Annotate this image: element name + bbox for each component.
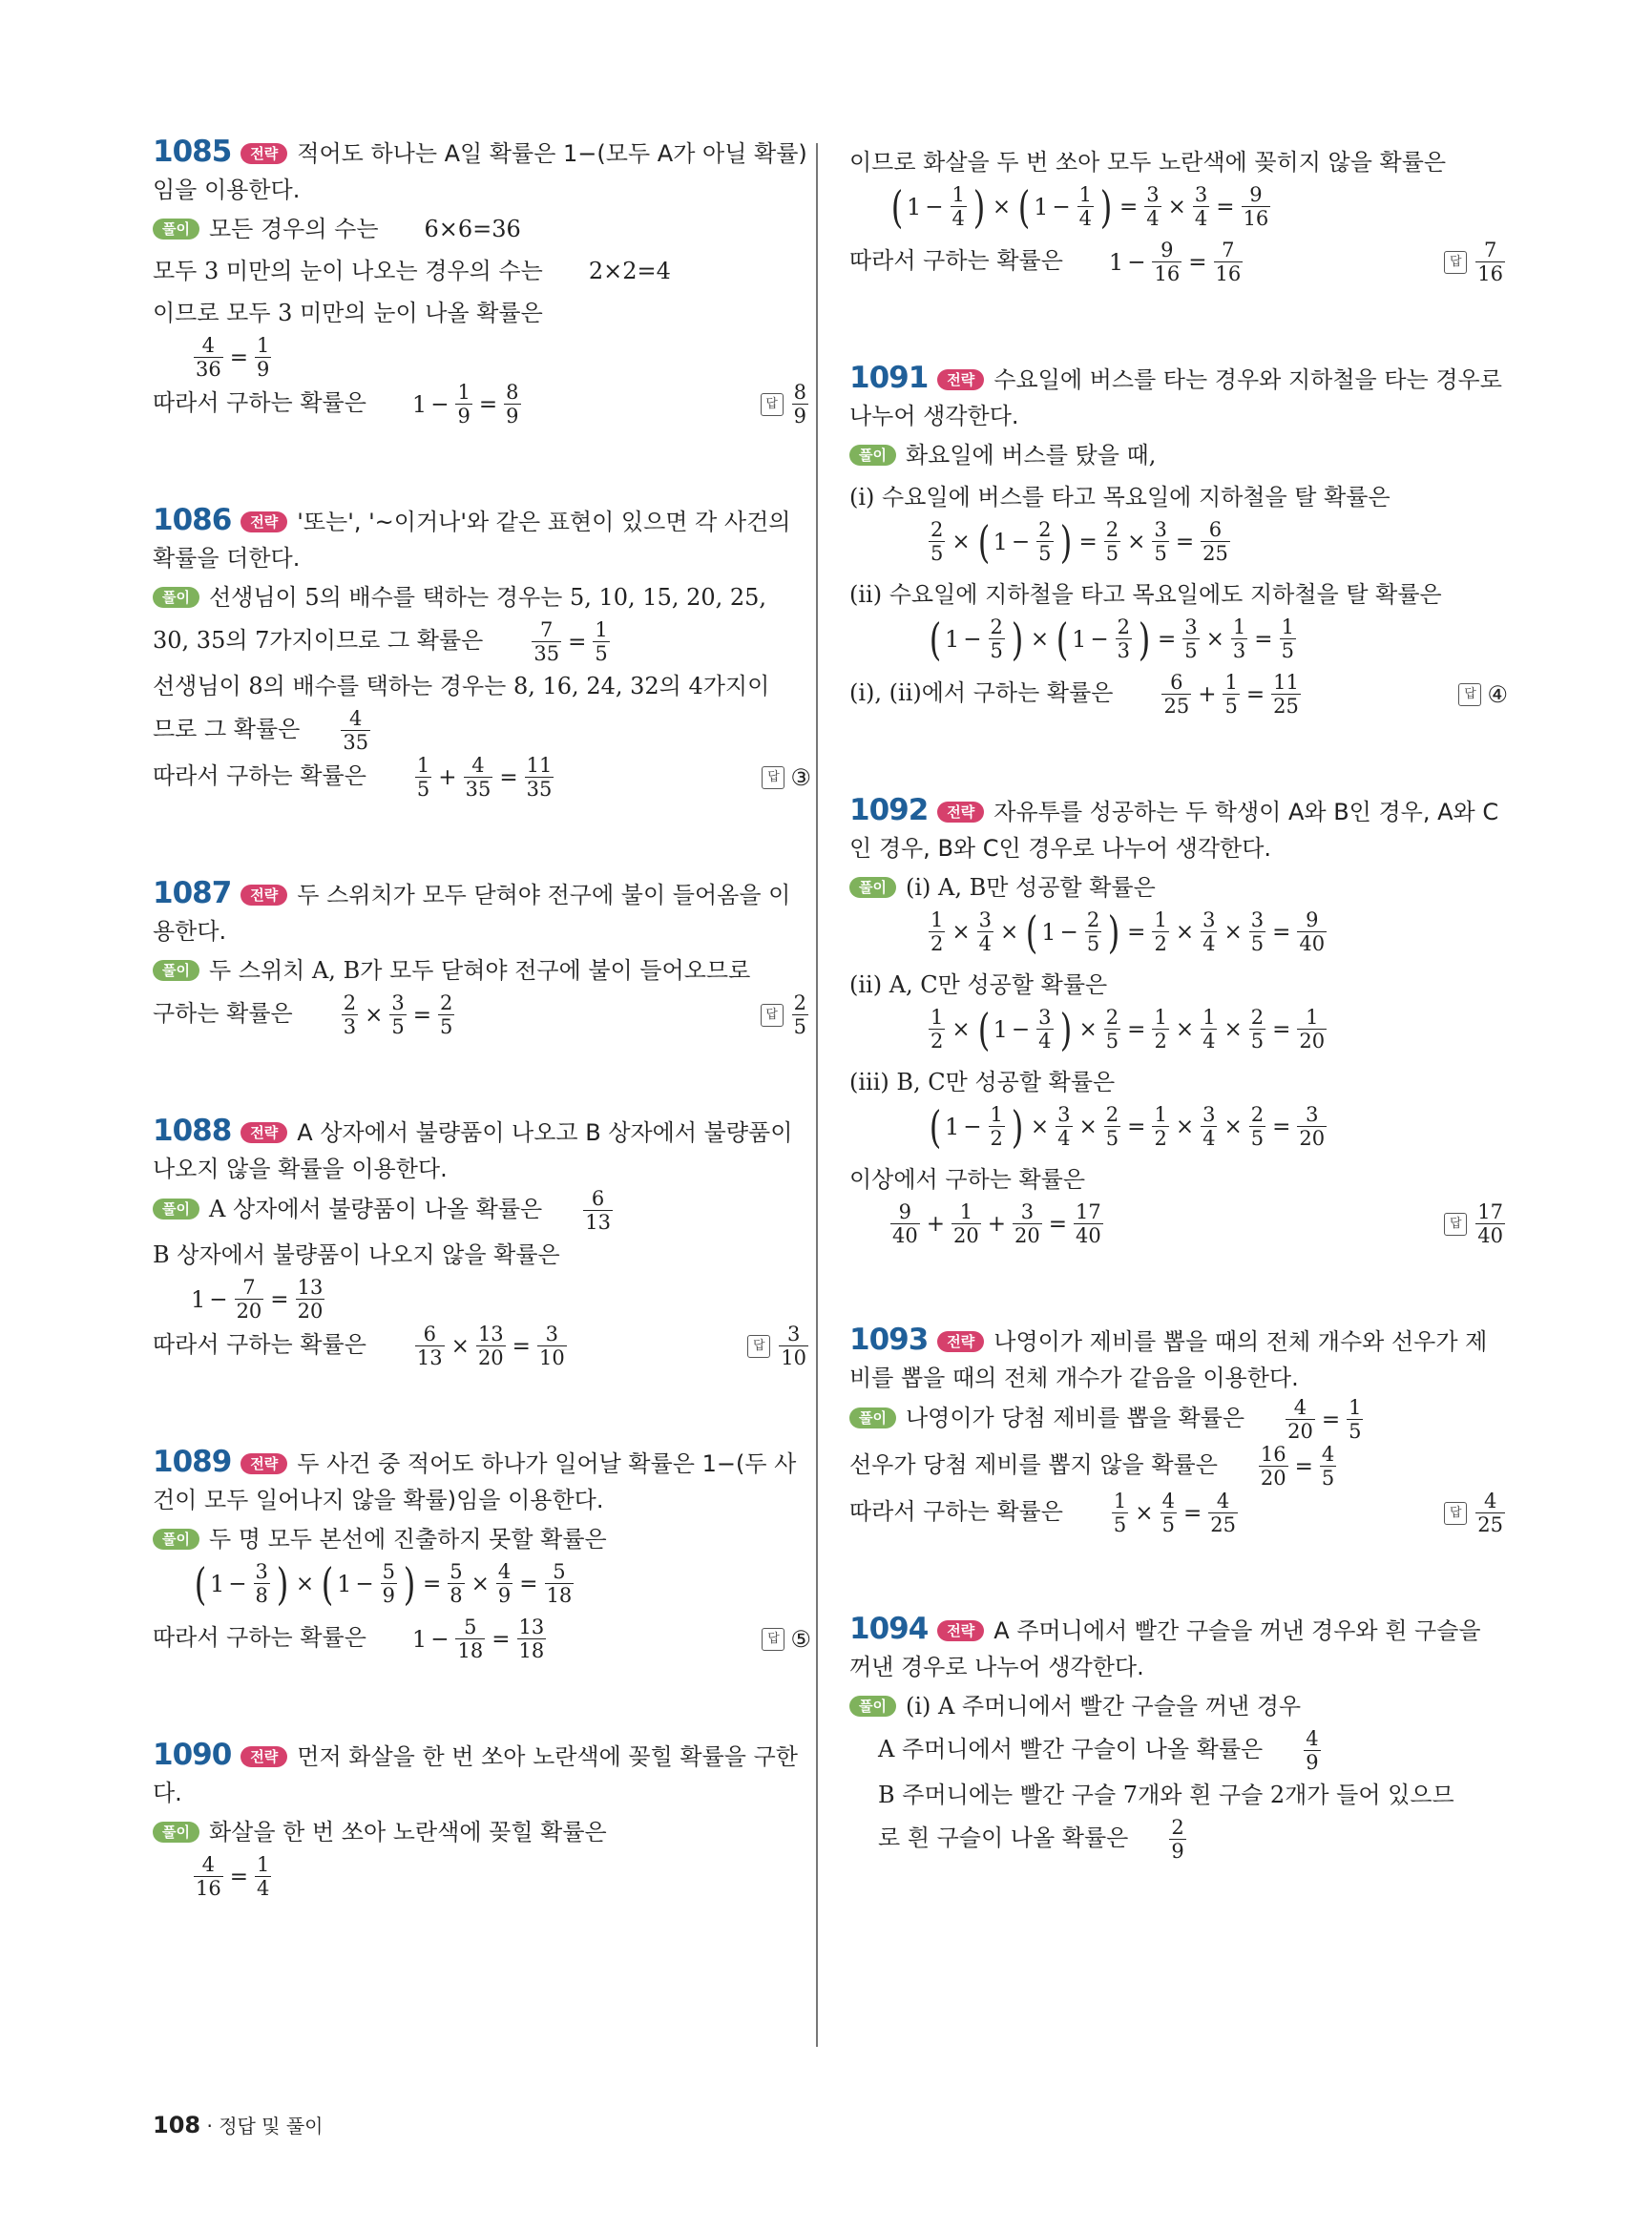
solution-text: B 주머니에는 빨간 구슬 7개와 흰 구슬 2개가 들어 있으므 [878,1782,1454,1808]
problem-number: 1092 [849,793,929,827]
solution-text: 두 명 모두 본선에 진출하지 못할 확률은 [208,1526,607,1553]
math-expression: $\frac{4}{9}$ [1306,1727,1319,1774]
answer-value: ⑤ [790,1625,811,1653]
answer: 답 $\frac{3}{10}$ [747,1323,811,1369]
solution-text: A 주머니에서 빨간 구슬이 나올 확률은 [878,1736,1264,1762]
math-expression: 1 − $\frac{1}{9}$ = $\frac{8}{9}$ [411,381,519,427]
strategy-badge: 전략 [240,1122,287,1143]
answer [762,1618,811,1660]
solution-text: 구하는 확률은 [153,1000,293,1027]
math-expression: $\frac{9}{40}$ + $\frac{1}{20}$ + $\frac{3}{20}$ = $\frac{17}{40}$ [892,1200,1101,1247]
solution-text: 따라서 구하는 확률은 [849,247,1063,274]
solution-text: (iii) B, C만 성공할 확률은 [849,1069,1116,1095]
answer-value: ③ [790,763,811,791]
solution-text: 이므로 모두 3 미만의 눈이 나올 확률은 [153,300,543,326]
column-divider [816,143,818,2047]
answer-icon: 답 [761,393,784,416]
answer-icon: 답 [1444,1213,1467,1236]
solution-text: 므로 그 확률은 [153,716,301,742]
math-value: 6×6=36 [424,216,521,242]
solution-badge: 풀이 [153,219,199,240]
problem-1091 [849,360,1508,718]
solution-text: 선생님이 8의 배수를 택하는 경우는 8, 16, 24, 32의 4가지이 [153,673,770,699]
solution-text: 따라서 구하는 확률은 [153,762,366,789]
section-title: 정답 및 풀이 [219,2115,324,2137]
solution-text: 따라서 구하는 확률은 [153,1331,366,1358]
math-expression: $\frac{4}{16}$ = $\frac{1}{4}$ [196,1853,270,1900]
answer-icon: 답 [762,766,784,789]
answer-icon: 답 [1444,251,1467,274]
math-expression: $\frac{4}{35}$ [343,707,369,754]
solution-text: (i), (ii)에서 구하는 확률은 [849,679,1114,706]
solution-text: 따라서 구하는 확률은 [153,389,366,416]
strategy-badge: 전략 [240,511,287,532]
answer: 답 $\frac{17}{40}$ [1444,1200,1508,1247]
solution-text: 모두 3 미만의 눈이 나오는 경우의 수는 [153,258,543,284]
solution-text: 선우가 당첨 제비를 뽑지 않을 확률은 [849,1451,1218,1478]
problem-number: 1088 [153,1114,232,1148]
math-expression: $\frac{1}{2}$ × $\frac{3}{4}$ × ( 1 − $\frac{2}{5}$ ) = $\frac{1}{2}$ × $\frac{3}{4}$ × $\frac{3}{5}$ = $\frac{9}{40}$ [931,906,1326,958]
problem-number: 1091 [849,361,929,395]
solution-badge: 풀이 [153,1199,199,1220]
math-expression: $\frac{6}{13}$ [585,1187,611,1234]
problem-1094 [849,1611,1508,1863]
solution-text: 모든 경우의 수는 [208,216,379,242]
page-number: 108 [153,2112,201,2138]
strategy-badge: 전략 [937,369,984,390]
problem-1093 [849,1322,1508,1536]
solution-badge: 풀이 [153,1529,199,1550]
answer: 답 $\frac{4}{25}$ [1444,1490,1508,1536]
solution-text: 따라서 구하는 확률은 [849,1498,1063,1525]
problem-number: 1087 [153,876,232,910]
answer-icon: 답 [1444,1502,1467,1525]
answer: 답 $\frac{8}{9}$ [761,381,811,427]
math-expression: 1 − $\frac{5}{18}$ = $\frac{13}{18}$ [411,1616,545,1662]
solution-text: (ii) A, C만 성공할 확률은 [849,971,1108,998]
solution-badge: 풀이 [849,877,896,898]
solution-text: B 상자에서 불량품이 나오지 않을 확률은 [153,1241,560,1268]
problem-number: 1093 [849,1323,929,1357]
answer-icon: 답 [761,1004,784,1027]
solution-text: (ii) 수요일에 지하철을 타고 목요일에도 지하철을 탈 확률은 [849,581,1442,608]
answer-icon: 답 [1458,683,1481,706]
math-expression: $\frac{2}{5}$ × ( 1 − $\frac{2}{5}$ ) = $\frac{2}{5}$ × $\frac{3}{5}$ = $\frac{6}{25}$ [931,515,1228,568]
answer-icon: 답 [762,1628,784,1651]
math-expression: ( 1 − $\frac{1}{4}$ ) × ( 1 − $\frac{1}{4}$ ) = $\frac{3}{4}$ × $\frac{3}{4}$ = $\frac{9}{16}$ [890,180,1269,233]
strategy-text: 적어도 하나는 A일 확률은 1−(모두 A가 아닐 확률)임을 이용한다. [153,140,807,203]
solution-text: 로 흰 구슬이 나올 확률은 [878,1824,1129,1851]
math-expression: $\frac{16}{20}$ = $\frac{4}{5}$ [1260,1443,1335,1490]
solution-text: (i) 수요일에 버스를 타고 목요일에 지하철을 탈 확률은 [849,484,1391,511]
math-expression: ( 1 − $\frac{1}{2}$ ) × $\frac{3}{4}$ × $\frac{2}{5}$ = $\frac{1}{2}$ × $\frac{3}{4}$ × $\frac{2}{5}$ = $\frac{3}{20}$ [929,1100,1326,1153]
strategy-text: '또는', '~이거나'와 같은 표현이 있으면 각 사건의 확률을 더한다. [153,509,791,572]
solution-text: (i) A 주머니에서 빨간 구슬을 꺼낸 경우 [905,1693,1302,1720]
strategy-text: 수요일에 버스를 타는 경우와 지하철을 타는 경우로 나누어 생각한다. [849,366,1502,429]
math-expression: $\frac{1}{5}$ + $\frac{4}{35}$ = $\frac{11}{35}$ [416,754,553,801]
problem-number: 1094 [849,1612,929,1646]
solution-badge: 풀이 [153,587,199,608]
problem-1088 [153,1113,811,1369]
problem-number: 1086 [153,503,232,537]
solution-text: 두 스위치 A, B가 모두 닫혀야 전구에 불이 들어오므로 [208,957,751,984]
math-expression: $\frac{1}{2}$ × ( 1 − $\frac{3}{4}$ ) × $\frac{2}{5}$ = $\frac{1}{2}$ × $\frac{1}{4}$ × $\frac{2}{5}$ = $\frac{1}{20}$ [931,1003,1326,1055]
strategy-badge: 전략 [937,1620,984,1641]
problem-1092 [849,792,1508,1247]
strategy-badge: 전략 [240,885,287,906]
strategy-badge: 전략 [937,1331,984,1352]
problem-number: 1085 [153,135,232,169]
solution-badge: 풀이 [849,1696,896,1717]
problem-1086 [153,502,811,801]
right-column [849,141,1508,1863]
strategy-text: 자유투를 성공하는 두 학생이 A와 B인 경우, A와 C인 경우, B와 C인 경우로 나누어 생각한다. [849,799,1499,862]
problem-number: 1089 [153,1445,232,1479]
answer-value: ④ [1487,680,1508,708]
math-expression: $\frac{7}{35}$ = $\frac{1}{5}$ [533,618,608,665]
page-footer [153,2111,324,2138]
strategy-text: 나영이가 제비를 뽑을 때의 전체 개수와 선우가 제비를 뽑을 때의 전체 개수가 같음을 이용한다. [849,1328,1488,1391]
problem-1090 [153,1737,811,1900]
solution-text: A 상자에서 불량품이 나올 확률은 [208,1196,543,1222]
strategy-badge: 전략 [240,1746,287,1767]
math-expression: $\frac{6}{13}$ × $\frac{13}{20}$ = $\frac{3}{10}$ [416,1323,565,1369]
strategy-badge: 전략 [937,802,984,823]
solution-badge: 풀이 [153,1822,199,1843]
answer [762,757,811,799]
solution-text: 30, 35의 7가지이므로 그 확률은 [153,627,484,654]
left-column [153,134,811,1900]
strategy-text: 먼저 화살을 한 번 쏘아 노란색에 꽂힐 확률을 구한다. [153,1743,798,1806]
solution-text: 따라서 구하는 확률은 [153,1624,366,1651]
math-expression: ( 1 − $\frac{2}{5}$ ) × ( 1 − $\frac{2}{3}$ ) = $\frac{3}{5}$ × $\frac{1}{3}$ = $\frac{1}{5}$ [929,613,1294,665]
problem-1085 [153,134,811,427]
math-expression: $\frac{4}{20}$ = $\frac{1}{5}$ [1287,1396,1362,1443]
math-expression: $\frac{2}{9}$ [1171,1816,1184,1863]
math-expression: $\frac{6}{25}$ + $\frac{1}{5}$ = $\frac{11}{25}$ [1163,671,1299,718]
footer-separator: · [206,2115,213,2137]
strategy-text: A 주머니에서 빨간 구슬을 꺼낸 경우와 흰 구슬을 꺼낸 경우로 나누어 생각한다. [849,1617,1481,1680]
strategy-text: A 상자에서 불량품이 나오고 B 상자에서 불량품이 나오지 않을 확률을 이용한다. [153,1119,793,1182]
solution-text: 이상에서 구하는 확률은 [849,1166,1086,1193]
solution-text: (i) A, B만 성공할 확률은 [905,874,1156,901]
strategy-text: 두 사건 중 적어도 하나가 일어날 확률은 1−(두 사건이 모두 일어나지 않을 확률)임을 이용한다. [153,1450,797,1513]
problem-1087 [153,875,811,1038]
math-expression: $\frac{2}{3}$ × $\frac{3}{5}$ = $\frac{2}{5}$ [343,991,453,1038]
answer: 답 $\frac{7}{16}$ [1444,239,1508,285]
solution-badge: 풀이 [849,1407,896,1428]
solution-badge: 풀이 [849,445,896,466]
math-expression: 1 − $\frac{9}{16}$ = $\frac{7}{16}$ [1108,239,1242,285]
solution-text: 선생님이 5의 배수를 택하는 경우는 5, 10, 15, 20, 25, [208,584,767,611]
strategy-badge: 전략 [240,143,287,164]
problem-number: 1090 [153,1738,232,1772]
problem-1090-continued [849,141,1508,285]
solution-text: 화요일에 버스를 탔을 때, [905,442,1157,469]
answer-icon: 답 [747,1335,770,1358]
math-value: 2×2=4 [588,258,671,284]
strategy-badge: 전략 [240,1453,287,1474]
math-expression: $\frac{4}{36}$ = $\frac{1}{9}$ [196,334,270,381]
answer [1458,674,1508,716]
solution-text: 이므로 화살을 두 번 쏘아 모두 노란색에 꽂히지 않을 확률은 [849,149,1447,176]
math-expression: $\frac{1}{5}$ × $\frac{4}{5}$ = $\frac{4}{25}$ [1113,1490,1236,1536]
solution-text: 나영이가 당첨 제비를 뽑을 확률은 [905,1405,1245,1431]
math-expression: 1 − $\frac{7}{20}$ = $\frac{13}{20}$ [191,1276,324,1323]
solution-badge: 풀이 [153,960,199,981]
solution-text: 화살을 한 번 쏘아 노란색에 꽂힐 확률은 [208,1819,607,1845]
problem-1089 [153,1444,811,1662]
strategy-text: 두 스위치가 모두 닫혀야 전구에 불이 들어옴을 이용한다. [153,882,791,945]
math-expression: ( 1 − $\frac{3}{8}$ ) × ( 1 − $\frac{5}{9}$ ) = $\frac{5}{8}$ × $\frac{4}{9}$ = $\frac{5}{18}$ [194,1557,573,1610]
answer: 답 $\frac{2}{5}$ [761,991,811,1038]
